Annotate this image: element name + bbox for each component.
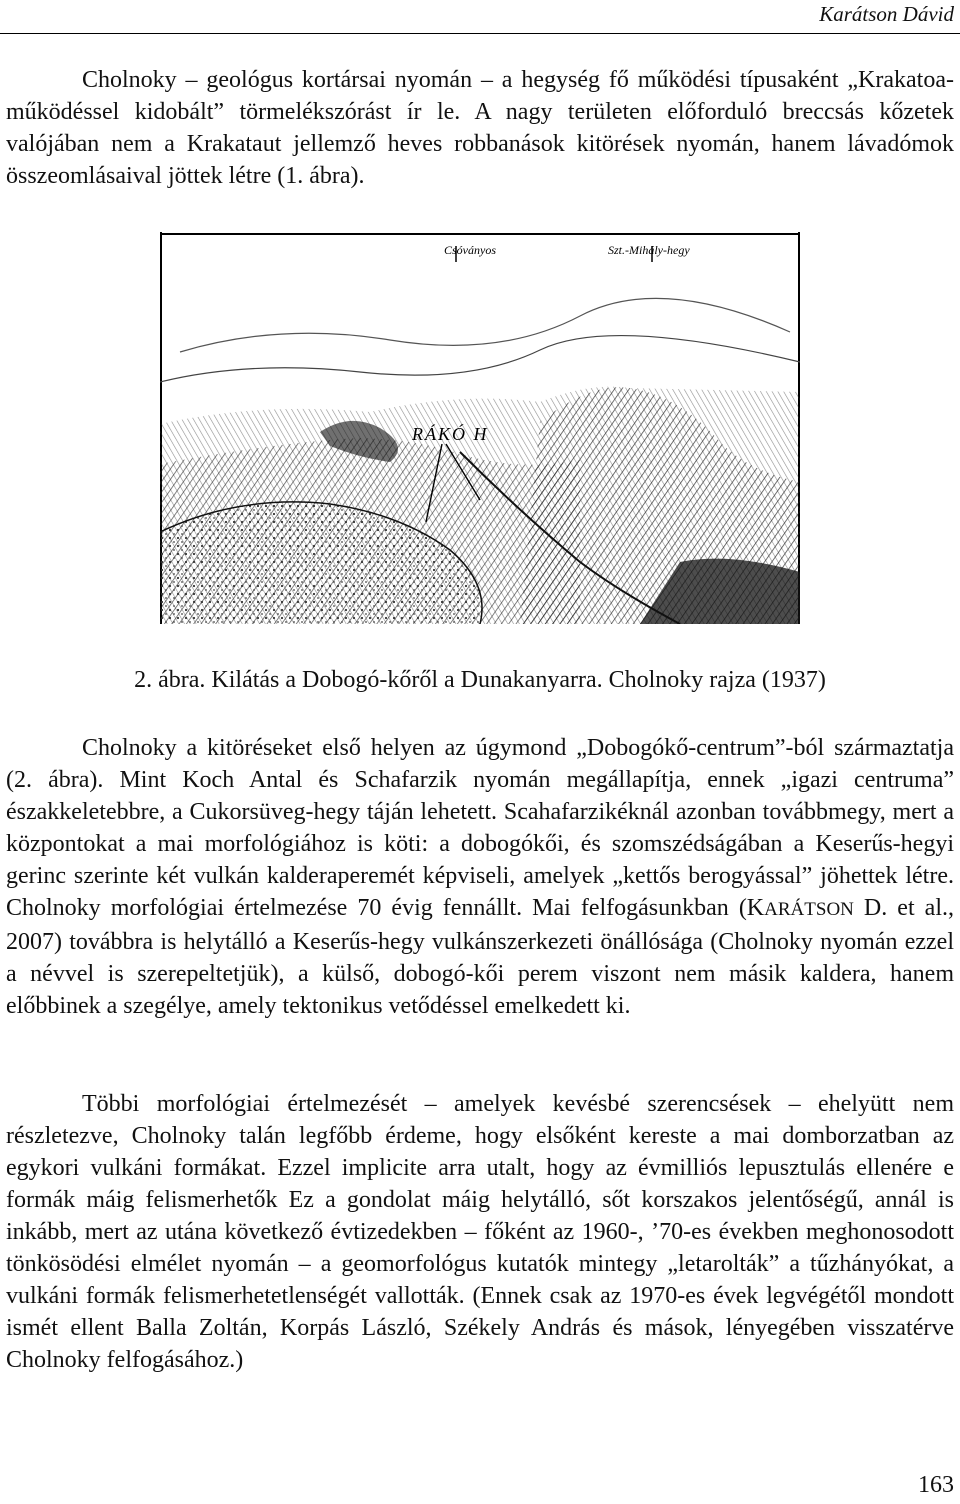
label-szt-mihaly-hegy: Szt.-Mihály-hegy xyxy=(608,243,690,257)
figure-sketch xyxy=(160,232,800,624)
label-csovanyos: Csóványos xyxy=(444,243,496,257)
paragraph-2-small-caps: ARÁTSON xyxy=(764,899,854,920)
paragraph-2-text-a: Cholnoky a kitöréseket első helyen az úgymond „Dobogókő-centrum”-ból származtatja (2. ábra). Mint Koch Antal és Schafarzik nyomán megállapítja, ennek „igazi centruma” északkeletebbre, a Cukorsüveg-hegy táján lehetett. Scahafarzikéknál azonban továbbmegy, mert a központokat a mai morfológiához is köti: a dobogókői, és szomszédságában a Keserűs-hegyi gerinc szerinte két vulkán kalderaperemét képviseli, amelyek „kettős berogyással” jöhettek létre. Cholnoky morfológiai értelmezése 70 évig fennállt. Mai felfogásunkban (K xyxy=(6,735,954,921)
paragraph-2 xyxy=(6,732,954,1022)
paragraph-2-text-b: D. et al., 2007) továbbra is helytálló a Keserűs-hegy vulkánszerkezeti önállósága (Cholnoky nyomán ezzel a névvel is szerepeltetjük), a külső, dobogó-kői perem viszont nem másik kaldera, hanem előbbinek a szegélye, amely tektonikus vetődéssel emelkedett ki. xyxy=(6,895,954,1019)
label-rakoh: RÁKÓ H xyxy=(412,424,489,444)
page-number: 163 xyxy=(918,1472,954,1498)
header-rule xyxy=(0,33,960,34)
landscape-drawing xyxy=(160,232,800,624)
running-header-author: Karátson Dávid xyxy=(819,2,954,26)
paragraph-1: Cholnoky – geológus kortársai nyomán – a hegység fő működési típusaként „Krakatoa-működéssel kidobált” törmelékszórást ír le. A nagy területen előforduló breccsás kőzetek valójában nem a Krakataut jellemző heves robbanások kitörések nyomán, hanem lávadómok összeomlásaival jöttek létre (1. ábra). xyxy=(6,67,954,189)
paragraph-3: Többi morfológiai értelmezését – amelyek kevésbé szerencsések – ehelyütt nem részletezve, Cholnoky talán legfőbb érdeme, hogy elsőként kereste a mai domborzatban az egykori vulkáni formákat. Ezzel implicite arra utalt, hogy az évmilliós lepusztulás ellenére e formák máig felismerhetők Ez a gondolat máig helytálló, sőt korszakos jelentőségű, annál is inkább, mert az utána következő évtizedekben – főként az 1960-, ’70-es években meghonosodott tönkösödési elmélet nyomán – a geomorfológus kutatók mintegy „letarolták” a tűzhányókat, a vulkáni formák felismerhetetlenségét vallották. (Ennek csak az 1970-es évek legvégétől mondott ismét ellent Balla Zoltán, Korpás László, Székely András és mások, lényegében visszatérve Cholnoky felfogásához.) xyxy=(6,1091,954,1373)
figure-caption: 2. ábra. Kilátás a Dobogó-kőről a Dunakanyarra. Cholnoky rajza (1937) xyxy=(134,667,826,693)
